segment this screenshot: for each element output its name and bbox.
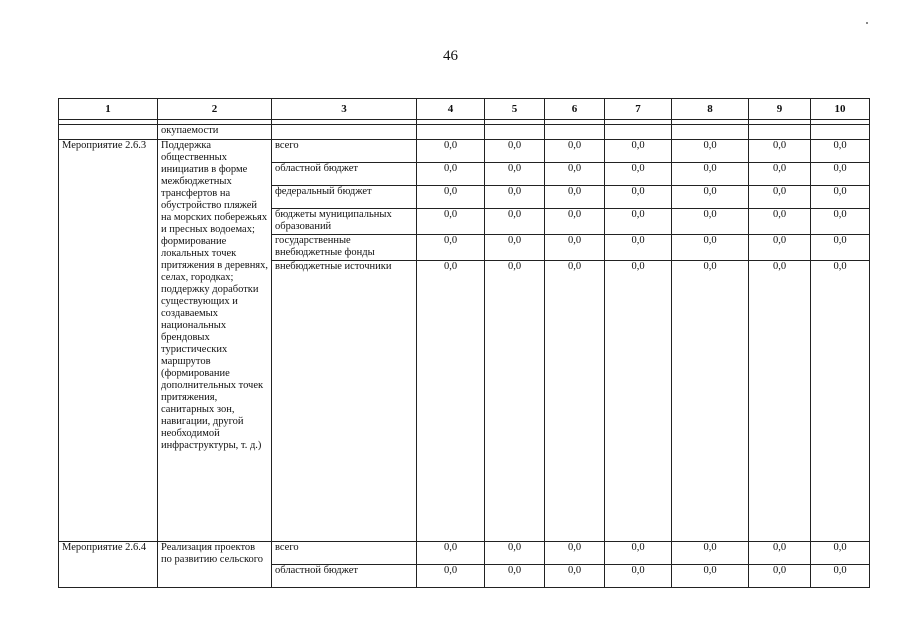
funding-source: государственные внебюджетные фонды xyxy=(272,235,417,261)
funding-source: всего xyxy=(272,542,417,565)
value-cell: 0,0 xyxy=(605,186,672,209)
value-cell: 0,0 xyxy=(749,163,811,186)
header-row xyxy=(59,99,870,120)
value-cell: 0,0 xyxy=(811,235,870,261)
value-cell: 0,0 xyxy=(485,235,545,261)
column-header: 9 xyxy=(749,99,811,120)
value-cell: 0,0 xyxy=(672,235,749,261)
value-cell: 0,0 xyxy=(545,542,605,565)
value-cell: 0,0 xyxy=(545,209,605,235)
value-cell: 0,0 xyxy=(811,140,870,163)
measure-label: Мероприятие 2.6.4 xyxy=(59,542,158,588)
value-cell: 0,0 xyxy=(417,163,485,186)
measure-description: Реализация проектов по развитию сельского xyxy=(158,542,272,588)
column-header: 10 xyxy=(811,99,870,120)
column-header: 8 xyxy=(672,99,749,120)
value-cell: 0,0 xyxy=(417,565,485,588)
value-cell: 0,0 xyxy=(749,235,811,261)
value-cell: 0,0 xyxy=(749,186,811,209)
value-cell: 0,0 xyxy=(485,542,545,565)
funding-source: областной бюджет xyxy=(272,565,417,588)
value-cell: 0,0 xyxy=(417,186,485,209)
value-cell: 0,0 xyxy=(605,235,672,261)
value-cell: 0,0 xyxy=(672,542,749,565)
value-cell: 0,0 xyxy=(485,186,545,209)
value-cell: 0,0 xyxy=(605,565,672,588)
value-cell: 0,0 xyxy=(605,163,672,186)
value-cell: 0,0 xyxy=(605,209,672,235)
value-cell: 0,0 xyxy=(672,565,749,588)
column-header: 3 xyxy=(272,99,417,120)
scan-speck xyxy=(866,22,868,24)
value-cell: 0,0 xyxy=(417,209,485,235)
value-cell: 0,0 xyxy=(485,565,545,588)
value-cell: 0,0 xyxy=(749,209,811,235)
value-cell: 0,0 xyxy=(545,565,605,588)
value-cell: 0,0 xyxy=(545,163,605,186)
value-cell: 0,0 xyxy=(417,261,485,542)
value-cell: 0,0 xyxy=(545,261,605,542)
value-cell: 0,0 xyxy=(811,565,870,588)
budget-table xyxy=(58,98,870,588)
column-header: 7 xyxy=(605,99,672,120)
value-cell: 0,0 xyxy=(545,140,605,163)
value-cell: 0,0 xyxy=(485,140,545,163)
funding-source: внебюджетные источники xyxy=(272,261,417,542)
value-cell: 0,0 xyxy=(672,209,749,235)
page-number: 46 xyxy=(443,48,458,64)
column-header: 4 xyxy=(417,99,485,120)
value-cell: 0,0 xyxy=(749,542,811,565)
value-cell: 0,0 xyxy=(672,186,749,209)
funding-source: федеральный бюджет xyxy=(272,186,417,209)
column-header: 6 xyxy=(545,99,605,120)
value-cell: 0,0 xyxy=(485,209,545,235)
funding-source: областной бюджет xyxy=(272,163,417,186)
funding-source: бюджеты муниципальных образований xyxy=(272,209,417,235)
table-row xyxy=(59,140,870,163)
value-cell: 0,0 xyxy=(417,140,485,163)
column-header: 1 xyxy=(59,99,158,120)
column-header: 2 xyxy=(158,99,272,120)
value-cell: 0,0 xyxy=(545,186,605,209)
value-cell: 0,0 xyxy=(672,261,749,542)
value-cell: 0,0 xyxy=(811,186,870,209)
value-cell: 0,0 xyxy=(417,542,485,565)
value-cell: 0,0 xyxy=(605,261,672,542)
column-header: 5 xyxy=(485,99,545,120)
table-row xyxy=(59,542,870,565)
measure-label: Мероприятие 2.6.3 xyxy=(59,140,158,542)
value-cell: 0,0 xyxy=(811,542,870,565)
value-cell: 0,0 xyxy=(749,261,811,542)
value-cell: 0,0 xyxy=(811,163,870,186)
value-cell: 0,0 xyxy=(672,163,749,186)
funding-source: всего xyxy=(272,140,417,163)
value-cell: 0,0 xyxy=(605,542,672,565)
value-cell: 0,0 xyxy=(811,209,870,235)
value-cell: 0,0 xyxy=(417,235,485,261)
value-cell: 0,0 xyxy=(749,565,811,588)
value-cell: 0,0 xyxy=(545,235,605,261)
value-cell: 0,0 xyxy=(749,140,811,163)
value-cell: 0,0 xyxy=(605,140,672,163)
value-cell: 0,0 xyxy=(485,163,545,186)
measure-description: Поддержка общественных инициатив в форме межбюджетных трансфертов на обустройство пляжей на морских побережьях и пресных водоемах; формирование локальных точек притяжения в деревнях, селах, городках; поддержку доработки существующих и создаваемых национальных брендовых туристических маршрутов (формирование дополнительных точек притяжения, санитарных зон, навигации, другой необходимой инфраструктуры, т. д.) xyxy=(158,140,272,542)
value-cell: 0,0 xyxy=(811,261,870,542)
continuation-text: окупаемости xyxy=(158,125,272,140)
continuation-row xyxy=(59,125,870,140)
value-cell: 0,0 xyxy=(672,140,749,163)
value-cell: 0,0 xyxy=(485,261,545,542)
